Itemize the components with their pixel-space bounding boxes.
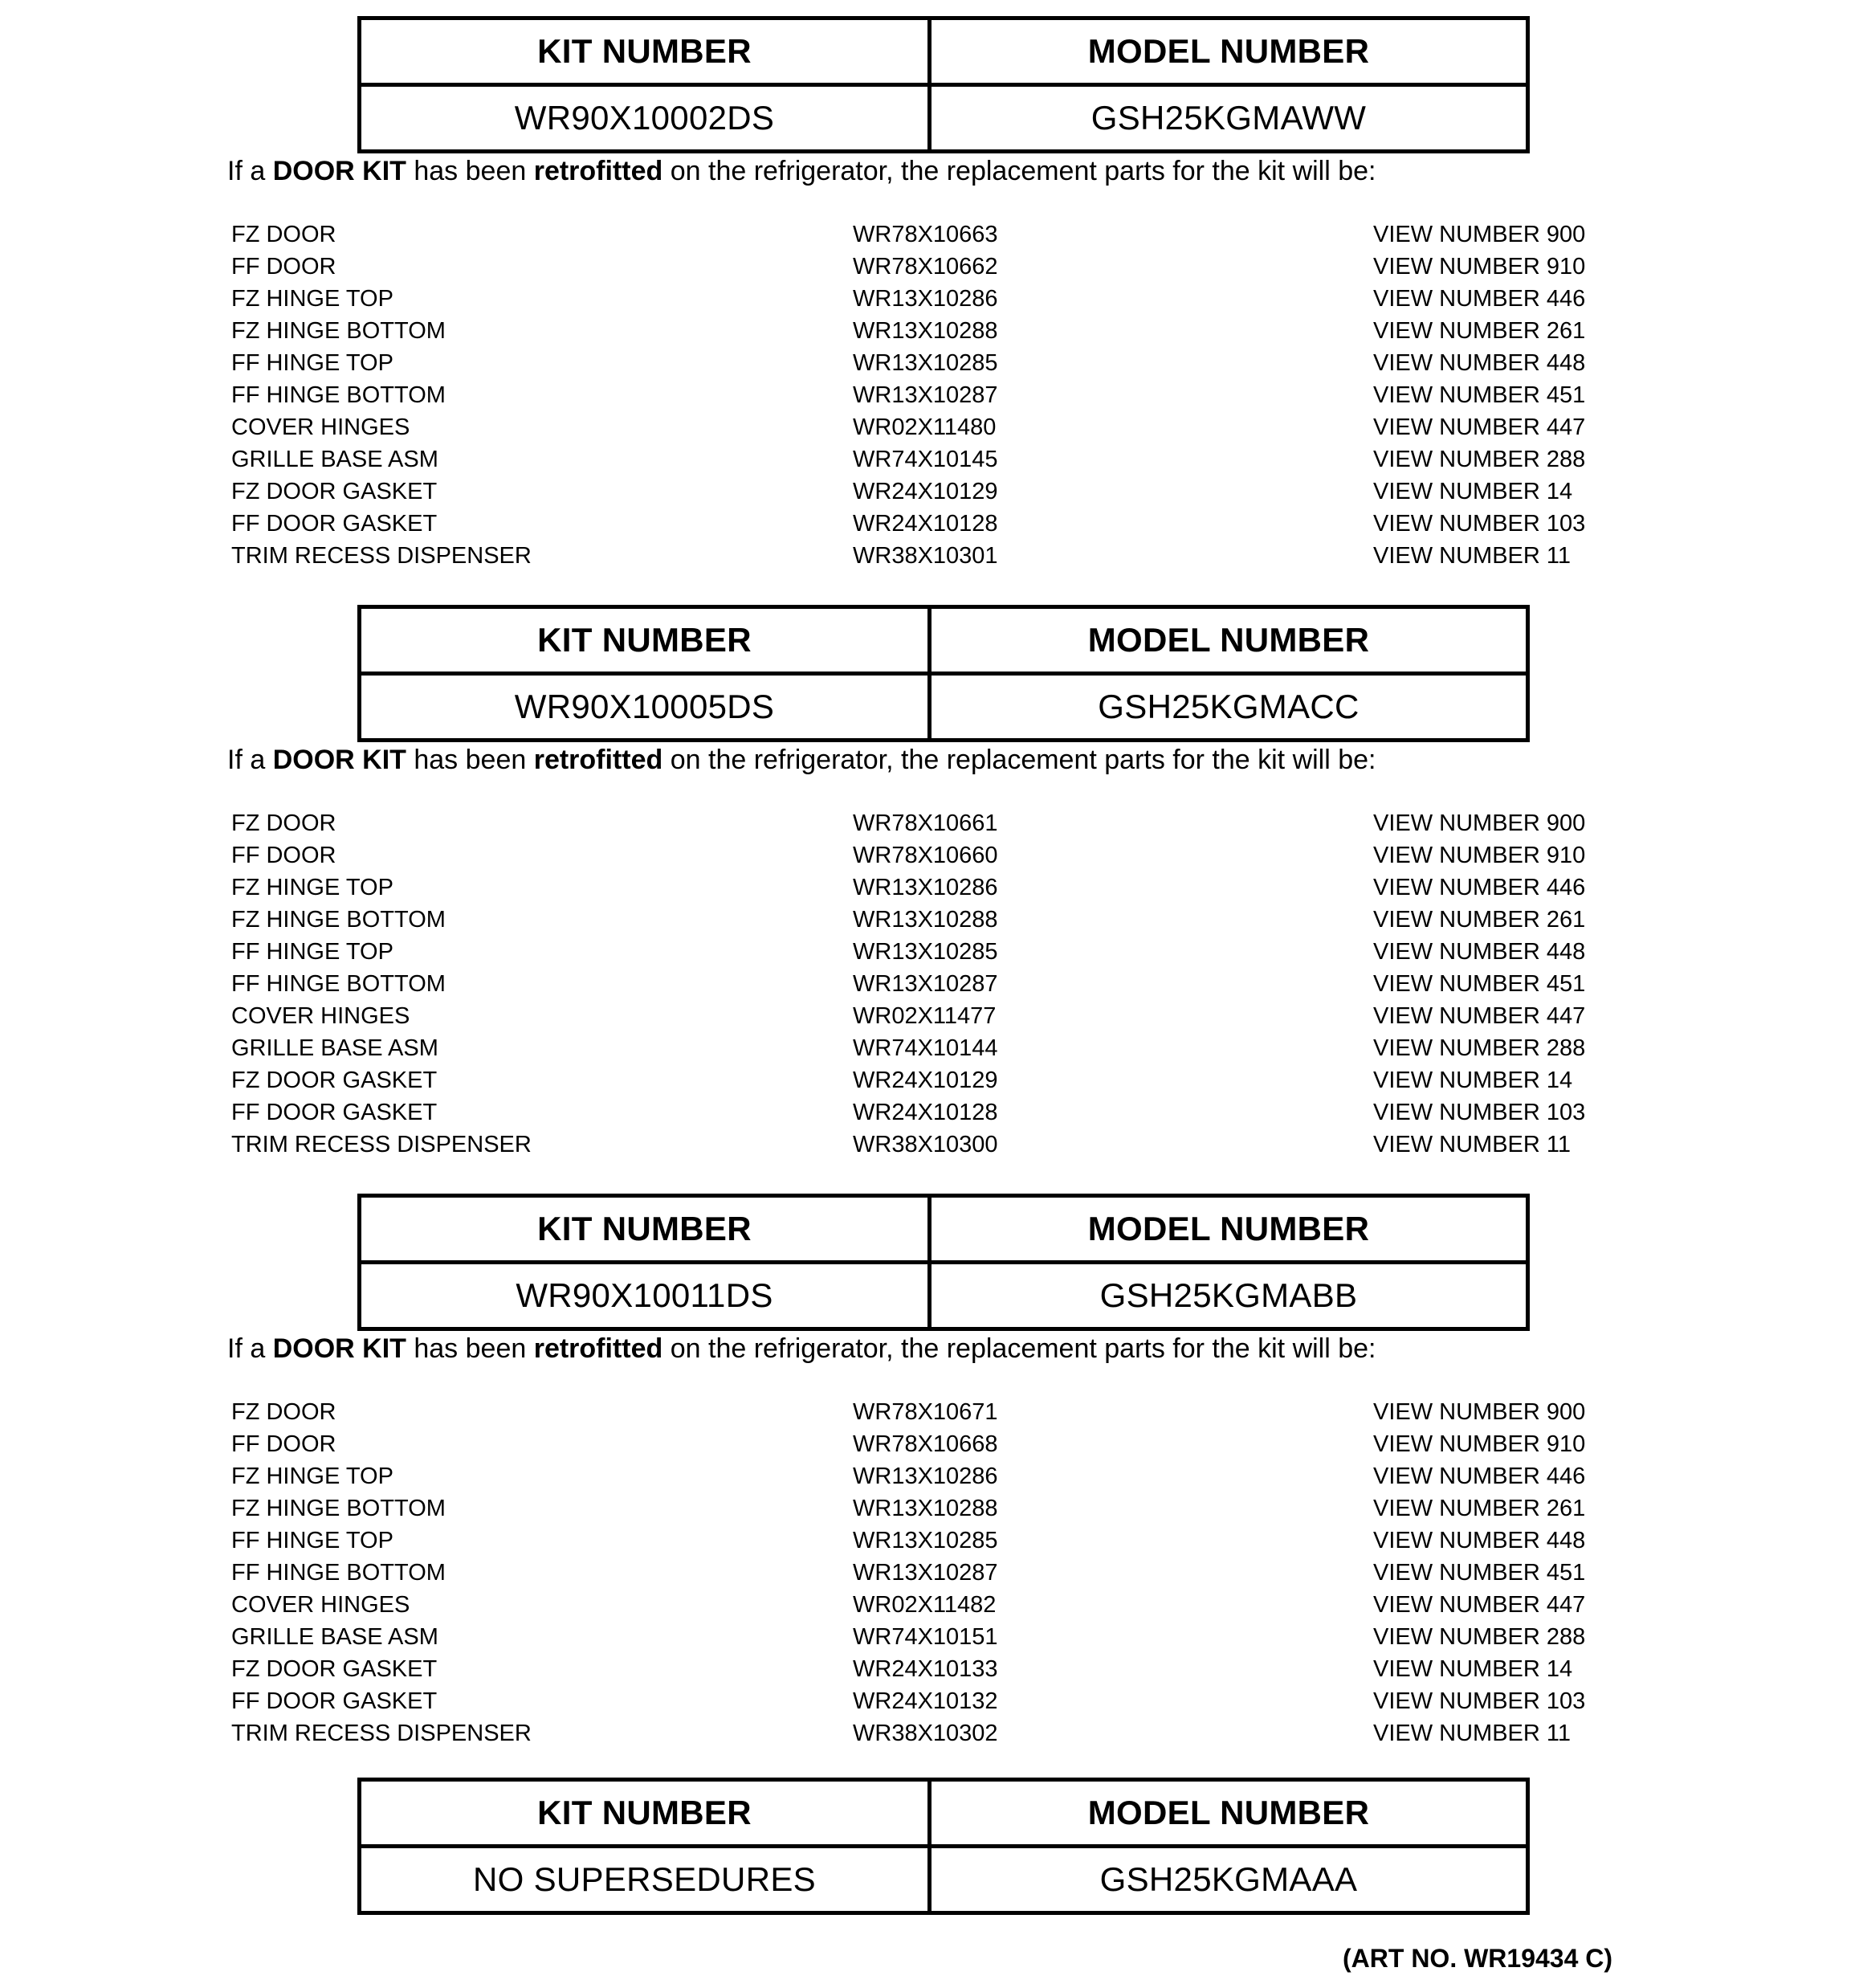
intro-part-2: has been: [406, 1333, 534, 1364]
model-number-header: MODEL NUMBER: [1087, 32, 1370, 70]
intro-part-3: on the refrigerator, the replacement parts for the kit will be:: [662, 745, 1376, 775]
table-body-row: [361, 1848, 1526, 1911]
view-number: VIEW NUMBER 900: [1373, 222, 1586, 247]
view-number: VIEW NUMBER 103: [1373, 1688, 1586, 1714]
part-number: WR02X11482: [853, 1592, 997, 1618]
intro-part-1: If a: [227, 156, 273, 186]
part-description: FF DOOR: [231, 843, 336, 868]
parts-list-row: [0, 443, 1863, 476]
part-number: WR02X11480: [853, 414, 997, 440]
view-number: VIEW NUMBER 451: [1373, 1560, 1586, 1586]
model-number-value: GSH25KGMAAA: [1099, 1860, 1358, 1898]
view-number: VIEW NUMBER 261: [1373, 1496, 1586, 1521]
part-description: FF HINGE BOTTOM: [231, 382, 446, 408]
table-body-row: [361, 87, 1526, 149]
part-number: WR24X10129: [853, 479, 998, 504]
kit-model-table: [357, 1194, 1530, 1331]
intro-part-1: If a: [227, 1333, 273, 1364]
model-number-header: MODEL NUMBER: [1087, 1210, 1370, 1247]
part-number: WR13X10286: [853, 1463, 998, 1489]
part-number: WR13X10288: [853, 318, 998, 344]
parts-list-row: [0, 1685, 1863, 1717]
part-description: FF HINGE BOTTOM: [231, 1560, 446, 1586]
part-number: WR02X11477: [853, 1003, 997, 1029]
parts-list-row: [0, 1032, 1863, 1064]
parts-list-row: [0, 1589, 1863, 1621]
parts-list-row: [0, 540, 1863, 572]
parts-list-row: [0, 1653, 1863, 1685]
part-description: FZ HINGE TOP: [231, 1463, 393, 1489]
kit-number-value: NO SUPERSEDURES: [361, 1848, 932, 1911]
part-number: WR24X10128: [853, 511, 998, 537]
parts-list-row: [0, 476, 1863, 508]
view-number: VIEW NUMBER 447: [1373, 1003, 1586, 1029]
table-header-row: [361, 1198, 1526, 1264]
retrofit-intro-text: [227, 157, 1376, 185]
part-description: FZ DOOR GASKET: [231, 1067, 438, 1093]
part-number: WR13X10286: [853, 875, 998, 900]
part-description: FF HINGE BOTTOM: [231, 971, 446, 997]
parts-list-row: [0, 1492, 1863, 1525]
kit-number-value: WR90X10002DS: [361, 87, 932, 149]
parts-list-row: [0, 1428, 1863, 1460]
parts-list-row: [0, 1460, 1863, 1492]
part-number: WR13X10287: [853, 1560, 998, 1586]
view-number: VIEW NUMBER 448: [1373, 939, 1586, 965]
retrofit-intro-text: [227, 1335, 1376, 1362]
part-description: GRILLE BASE ASM: [231, 1624, 438, 1650]
parts-list-row: [0, 508, 1863, 540]
part-description: FZ DOOR: [231, 810, 336, 836]
retrofit-intro-text: [227, 746, 1376, 774]
kit-number-header: KIT NUMBER: [361, 1198, 932, 1260]
art-number-label: (ART NO. WR19434 C): [1343, 1944, 1613, 1973]
parts-list-row: [0, 904, 1863, 936]
part-number: WR13X10288: [853, 907, 998, 933]
part-description: COVER HINGES: [231, 414, 410, 440]
kit-model-table: [357, 605, 1530, 742]
part-number: WR24X10128: [853, 1100, 998, 1125]
intro-bold-retrofitted: retrofitted: [533, 1333, 663, 1364]
part-number: WR74X10145: [853, 447, 998, 472]
part-description: FZ DOOR: [231, 222, 336, 247]
part-number: WR13X10287: [853, 971, 998, 997]
view-number: VIEW NUMBER 11: [1373, 543, 1572, 569]
parts-list-row: [0, 1396, 1863, 1428]
parts-list-row: [0, 1525, 1863, 1557]
view-number: VIEW NUMBER 910: [1373, 1431, 1586, 1457]
part-description: FZ HINGE BOTTOM: [231, 907, 446, 933]
view-number: VIEW NUMBER 448: [1373, 350, 1586, 376]
table-header-row: [361, 609, 1526, 676]
view-number: VIEW NUMBER 11: [1373, 1721, 1572, 1746]
view-number: VIEW NUMBER 14: [1373, 1656, 1573, 1682]
parts-list-row: [0, 839, 1863, 872]
model-number-header: MODEL NUMBER: [1087, 621, 1370, 659]
parts-list-row: [0, 1064, 1863, 1096]
view-number: VIEW NUMBER 447: [1373, 414, 1586, 440]
parts-list-row: [0, 936, 1863, 968]
view-number: VIEW NUMBER 900: [1373, 810, 1586, 836]
kit-model-table: [357, 1778, 1530, 1915]
view-number: VIEW NUMBER 448: [1373, 1528, 1586, 1553]
part-description: FZ DOOR GASKET: [231, 479, 438, 504]
part-description: FZ DOOR GASKET: [231, 1656, 438, 1682]
view-number: VIEW NUMBER 261: [1373, 318, 1586, 344]
model-number-value: GSH25KGMAWW: [1090, 99, 1367, 137]
parts-list-row: [0, 1000, 1863, 1032]
parts-list-row: [0, 872, 1863, 904]
part-number: WR38X10301: [853, 543, 998, 569]
model-number-value: GSH25KGMABB: [1099, 1276, 1358, 1314]
intro-bold-door-kit: DOOR KIT: [272, 745, 406, 775]
parts-list-row: [0, 1096, 1863, 1129]
part-number: WR78X10661: [853, 810, 998, 836]
part-number: WR78X10663: [853, 222, 998, 247]
intro-bold-retrofitted: retrofitted: [533, 156, 663, 186]
parts-list-row: [0, 1621, 1863, 1653]
part-description: COVER HINGES: [231, 1592, 410, 1618]
parts-list-row: [0, 283, 1863, 315]
part-description: TRIM RECESS DISPENSER: [231, 1721, 532, 1746]
part-number: WR24X10129: [853, 1067, 998, 1093]
view-number: VIEW NUMBER 103: [1373, 1100, 1586, 1125]
part-description: TRIM RECESS DISPENSER: [231, 1132, 532, 1157]
part-description: GRILLE BASE ASM: [231, 447, 438, 472]
intro-part-2: has been: [406, 745, 534, 775]
kit-number-header: KIT NUMBER: [361, 20, 932, 83]
part-number: WR13X10286: [853, 286, 998, 312]
parts-list-row: [0, 251, 1863, 283]
view-number: VIEW NUMBER 447: [1373, 1592, 1586, 1618]
part-number: WR78X10668: [853, 1431, 998, 1457]
view-number: VIEW NUMBER 14: [1373, 1067, 1573, 1093]
view-number: VIEW NUMBER 288: [1373, 1035, 1586, 1061]
part-number: WR13X10285: [853, 1528, 998, 1553]
part-description: TRIM RECESS DISPENSER: [231, 543, 532, 569]
parts-list-row: [0, 347, 1863, 379]
view-number: VIEW NUMBER 11: [1373, 1132, 1572, 1157]
part-number: WR74X10151: [853, 1624, 998, 1650]
kit-number-header: KIT NUMBER: [361, 609, 932, 672]
part-description: FZ HINGE BOTTOM: [231, 318, 446, 344]
view-number: VIEW NUMBER 910: [1373, 254, 1586, 280]
part-description: GRILLE BASE ASM: [231, 1035, 438, 1061]
parts-list-row: [0, 379, 1863, 411]
part-number: WR24X10133: [853, 1656, 998, 1682]
parts-list-row: [0, 315, 1863, 347]
part-description: FF HINGE TOP: [231, 1528, 393, 1553]
kit-number-header: KIT NUMBER: [361, 1782, 932, 1844]
parts-list-row: [0, 968, 1863, 1000]
view-number: VIEW NUMBER 900: [1373, 1399, 1586, 1425]
part-description: FF DOOR GASKET: [231, 1100, 438, 1125]
part-description: FZ DOOR: [231, 1399, 336, 1425]
parts-list-row: [0, 1557, 1863, 1589]
part-description: COVER HINGES: [231, 1003, 410, 1029]
intro-bold-door-kit: DOOR KIT: [272, 1333, 406, 1364]
part-number: WR78X10662: [853, 254, 998, 280]
part-description: FF DOOR: [231, 1431, 336, 1457]
view-number: VIEW NUMBER 446: [1373, 875, 1586, 900]
part-number: WR24X10132: [853, 1688, 998, 1714]
part-number: WR13X10285: [853, 939, 998, 965]
kit-number-value: WR90X10005DS: [361, 676, 932, 738]
part-description: FZ HINGE BOTTOM: [231, 1496, 446, 1521]
part-description: FF HINGE TOP: [231, 350, 393, 376]
view-number: VIEW NUMBER 451: [1373, 971, 1586, 997]
model-number-header: MODEL NUMBER: [1087, 1794, 1370, 1831]
intro-part-3: on the refrigerator, the replacement parts for the kit will be:: [662, 1333, 1376, 1364]
parts-list-row: [0, 1717, 1863, 1749]
view-number: VIEW NUMBER 451: [1373, 382, 1586, 408]
kit-number-value: WR90X10011DS: [361, 1264, 932, 1327]
parts-list: [0, 1396, 1863, 1749]
part-number: WR78X10660: [853, 843, 998, 868]
part-number: WR38X10300: [853, 1132, 998, 1157]
view-number: VIEW NUMBER 14: [1373, 479, 1573, 504]
part-number: WR13X10288: [853, 1496, 998, 1521]
part-number: WR13X10285: [853, 350, 998, 376]
view-number: VIEW NUMBER 910: [1373, 843, 1586, 868]
intro-part-1: If a: [227, 745, 273, 775]
view-number: VIEW NUMBER 288: [1373, 1624, 1586, 1650]
part-description: FZ HINGE TOP: [231, 286, 393, 312]
parts-list: [0, 807, 1863, 1161]
table-header-row: [361, 1782, 1526, 1848]
part-description: FF HINGE TOP: [231, 939, 393, 965]
part-description: FF DOOR: [231, 254, 336, 280]
intro-part-2: has been: [406, 156, 534, 186]
table-body-row: [361, 1264, 1526, 1327]
view-number: VIEW NUMBER 446: [1373, 1463, 1586, 1489]
view-number: VIEW NUMBER 446: [1373, 286, 1586, 312]
part-description: FF DOOR GASKET: [231, 1688, 438, 1714]
parts-list-row: [0, 807, 1863, 839]
parts-list-row: [0, 1129, 1863, 1161]
kit-model-table: [357, 16, 1530, 153]
part-number: WR38X10302: [853, 1721, 998, 1746]
table-header-row: [361, 20, 1526, 87]
parts-list: [0, 218, 1863, 572]
part-description: FZ HINGE TOP: [231, 875, 393, 900]
view-number: VIEW NUMBER 288: [1373, 447, 1586, 472]
table-body-row: [361, 676, 1526, 738]
view-number: VIEW NUMBER 103: [1373, 511, 1586, 537]
view-number: VIEW NUMBER 261: [1373, 907, 1586, 933]
intro-part-3: on the refrigerator, the replacement parts for the kit will be:: [662, 156, 1376, 186]
part-number: WR74X10144: [853, 1035, 998, 1061]
part-number: WR78X10671: [853, 1399, 998, 1425]
intro-bold-retrofitted: retrofitted: [533, 745, 663, 775]
part-number: WR13X10287: [853, 382, 998, 408]
parts-list-row: [0, 411, 1863, 443]
intro-bold-door-kit: DOOR KIT: [272, 156, 406, 186]
parts-list-row: [0, 218, 1863, 251]
model-number-value: GSH25KGMACC: [1098, 688, 1360, 725]
part-description: FF DOOR GASKET: [231, 511, 438, 537]
